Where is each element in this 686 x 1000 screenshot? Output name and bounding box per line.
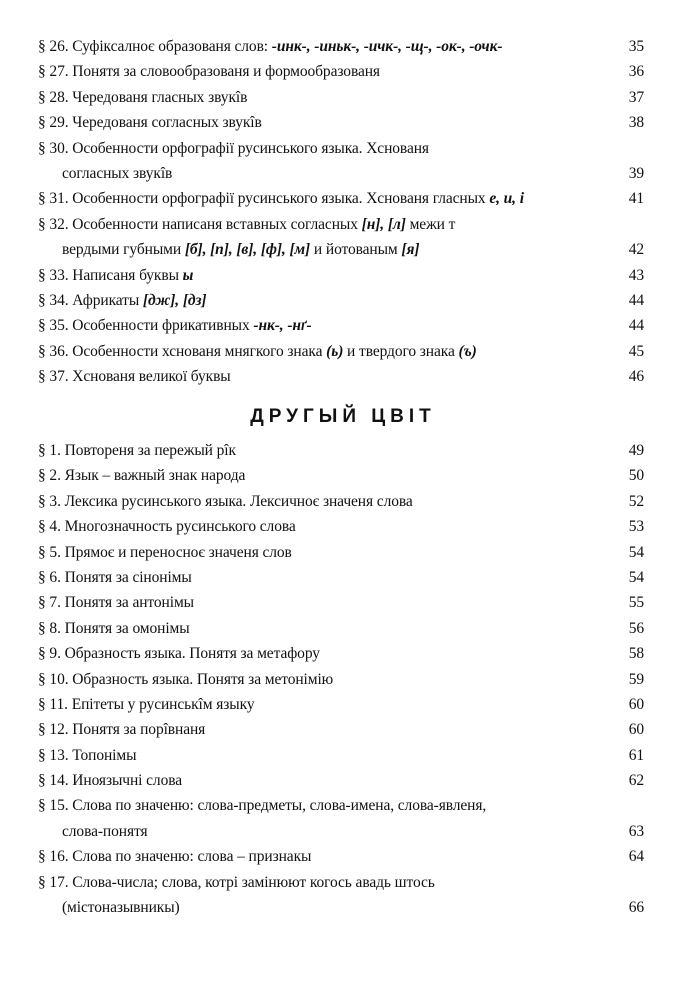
entry-text: § 34. Африкаты [38, 291, 143, 309]
toc-section-2 [38, 440, 648, 922]
toc-entry [38, 36, 648, 61]
entry-text: § 14. Иноязычні слова [38, 772, 183, 790]
page-number: 41 [628, 190, 644, 208]
page-number: 56 [628, 619, 644, 637]
entry-line [38, 163, 648, 188]
page-number: 39 [628, 164, 644, 182]
toc-entry [38, 872, 648, 923]
page-number: 60 [628, 721, 644, 739]
entry-line [38, 61, 648, 86]
entry-line [38, 795, 648, 820]
entry-line [38, 745, 648, 770]
entry-text: § 31. Особенности орфографії русинського языка. Хснованя гласных [38, 190, 490, 208]
page-number: 64 [628, 848, 644, 866]
toc-entry [38, 795, 648, 846]
page-number: 52 [628, 492, 644, 510]
toc-entry [38, 87, 648, 112]
page-number: 44 [628, 291, 644, 309]
page-number: 37 [628, 88, 644, 106]
entry-text: согласных звукîв [62, 164, 173, 182]
page-number: 63 [628, 822, 644, 840]
toc-entry [38, 138, 648, 189]
entry-line [38, 112, 648, 137]
entry-text: § 16. Слова по значеню: слова – признакы [38, 848, 312, 866]
entry-line [38, 669, 648, 694]
entry-text: и твердого знака [343, 342, 459, 360]
toc-entry [38, 341, 648, 366]
entry-text: § 7. Понятя за антонімы [38, 594, 194, 612]
entry-term: -инк-, -иньк-, -ичк-, -щ-, -ок-, -очк- [271, 38, 503, 55]
entry-term: [н], [л] [361, 215, 406, 233]
page-number: 50 [628, 467, 644, 485]
toc-entry [38, 290, 648, 315]
entry-text: § 10. Образность языка. Понятя за метонімію [38, 670, 334, 688]
toc-entry [38, 542, 648, 567]
entry-line [38, 214, 648, 239]
entry-line [38, 366, 648, 391]
entry-text: § 32. Особенности написаня вставных согласных [38, 215, 362, 233]
toc-entry [38, 694, 648, 719]
entry-text: § 17. Слова-числа; слова, котрі замінюют когось авадь штось [38, 873, 435, 891]
entry-term: [дж], [дз] [142, 291, 207, 309]
toc-entry [38, 366, 648, 391]
entry-line [38, 846, 648, 871]
toc-entry [38, 440, 648, 465]
page-number: 44 [628, 317, 644, 335]
toc-entry [38, 643, 648, 668]
entry-line [38, 265, 648, 290]
entry-text: § 15. Слова по значеню: слова-предметы, слова-имена, слова-явленя, [38, 797, 487, 815]
toc-entry [38, 112, 648, 137]
entry-text: § 29. Чередованя согласных звукîв [38, 114, 262, 132]
toc-entry [38, 265, 648, 290]
entry-term: е, и, і [489, 190, 524, 208]
toc-entry [38, 745, 648, 770]
toc-entry [38, 516, 648, 541]
page-number: 62 [628, 772, 644, 790]
toc-entry [38, 188, 648, 213]
entry-line [38, 542, 648, 567]
entry-text: § 4. Многозначность русинського слова [38, 518, 296, 536]
entry-text: § 37. Хснованя великої буквы [38, 368, 231, 386]
toc-entry [38, 491, 648, 516]
page-number: 45 [628, 342, 644, 360]
entry-line [38, 618, 648, 643]
entry-term: ы [182, 266, 194, 284]
toc-entry [38, 618, 648, 643]
entry-line [38, 465, 648, 490]
section-title: ДРУГЫЙ ЦВІТ [250, 406, 436, 427]
toc-entry [38, 669, 648, 694]
toc-section-1 [38, 36, 648, 391]
entry-line [38, 592, 648, 617]
page-number: 53 [628, 518, 644, 536]
entry-text: и йотованым [310, 241, 402, 259]
entry-term: -нк-, -нґ- [253, 317, 312, 335]
page-number: 60 [628, 695, 644, 713]
toc-entry [38, 567, 648, 592]
entry-line [38, 138, 648, 163]
page-number: 54 [628, 543, 644, 561]
entry-line [38, 516, 648, 541]
entry-line [38, 643, 648, 668]
entry-line [38, 315, 648, 340]
entry-text: § 33. Написаня буквы [38, 266, 183, 284]
toc-entry [38, 61, 648, 86]
entry-text: § 30. Особенности орфографії русинського языка. Хснованя [38, 139, 429, 157]
page-number: 61 [628, 746, 644, 764]
entry-text: § 28. Чередованя гласных звукîв [38, 88, 248, 106]
page-number: 55 [628, 594, 644, 612]
page-number: 46 [628, 368, 644, 386]
entry-line [38, 491, 648, 516]
toc-entry [38, 719, 648, 744]
page-number: 54 [628, 568, 644, 586]
page-number: 43 [628, 266, 644, 284]
entry-line [38, 188, 648, 213]
page-number: 42 [628, 241, 644, 259]
entry-line [38, 239, 648, 264]
toc-entry [38, 770, 648, 795]
page-number: 58 [628, 645, 644, 663]
entry-text: слова-понятя [62, 822, 148, 840]
entry-line [38, 897, 648, 922]
page-number: 38 [628, 114, 644, 132]
entry-text: § 1. Повтореня за пережый рîк [38, 442, 236, 459]
toc-entry [38, 592, 648, 617]
entry-term: [я] [401, 241, 420, 259]
page-number: 36 [628, 63, 644, 81]
entry-line [38, 719, 648, 744]
entry-line [38, 36, 648, 61]
entry-text: (містоназывникы) [62, 899, 180, 917]
page-number: 66 [628, 899, 644, 917]
entry-line [38, 341, 648, 366]
toc-entry [38, 214, 648, 265]
entry-text: § 12. Понятя за порîвнаня [38, 721, 206, 739]
entry-line [38, 87, 648, 112]
entry-text: § 36. Особенности хснованя мнягкого знака [38, 342, 327, 360]
entry-line [38, 567, 648, 592]
entry-text: § 11. Епітеты у русинськîм языку [38, 695, 255, 713]
page-number: 35 [628, 38, 644, 55]
entry-text: § 13. Топонімы [38, 746, 137, 764]
toc-entry [38, 315, 648, 340]
entry-line [38, 694, 648, 719]
entry-text: § 27. Понятя за словообразованя и формообразованя [38, 63, 380, 81]
entry-text: § 35. Особенности фрикативных [38, 317, 254, 335]
toc-entry [38, 846, 648, 871]
entry-line [38, 770, 648, 795]
entry-text: § 6. Понятя за сінонімы [38, 568, 192, 586]
entry-text: § 3. Лексика русинського языка. Лексичноє значеня слова [38, 492, 413, 510]
entry-text: § 5. Прямоє и переносноє значеня слов [38, 543, 292, 561]
page-number: 59 [628, 670, 644, 688]
entry-text: межи т [405, 215, 456, 233]
entry-term: [б], [п], [в], [ф], [м] [184, 241, 311, 259]
entry-line [38, 821, 648, 846]
entry-term: (ь) [326, 342, 344, 360]
page-number: 49 [628, 442, 644, 459]
entry-text: § 2. Язык – важный знак народа [38, 467, 246, 485]
entry-text: § 26. Суфіксалноє образованя слов: [38, 38, 272, 55]
entry-text: § 8. Понятя за омонімы [38, 619, 190, 637]
entry-text: вердыми губными [62, 241, 185, 259]
entry-line [38, 440, 648, 465]
entry-text: § 9. Образность языка. Понятя за метафору [38, 645, 320, 663]
entry-line [38, 872, 648, 897]
entry-line [38, 290, 648, 315]
toc-entry [38, 465, 648, 490]
entry-term: (ъ) [458, 342, 477, 360]
